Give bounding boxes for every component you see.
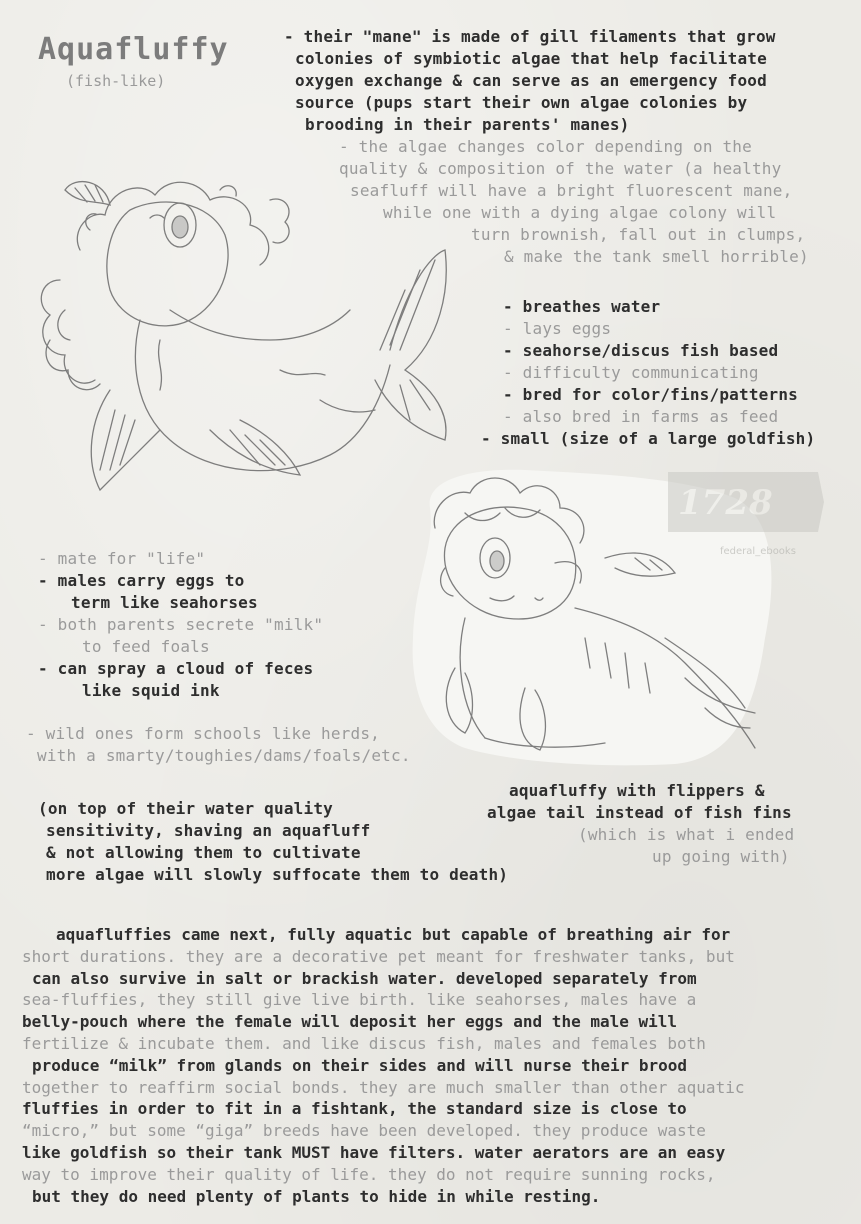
description-line: belly-pouch where the female will deposit her eggs and the male will — [22, 1012, 678, 1032]
mane-note-line: - the algae changes color depending on the — [339, 137, 752, 156]
mane-note-line: - their "mane" is made of gill filaments that grow — [284, 27, 776, 46]
description-line: sea-fluffies, they still give live birth. like seahorses, males have a — [22, 990, 697, 1010]
shaving-note-line: & not allowing them to cultivate — [46, 843, 361, 862]
description-line: short durations. they are a decorative pet meant for freshwater tanks, but — [22, 946, 735, 966]
shaving-note-line: more algae will slowly suffocate them to death) — [46, 865, 509, 884]
trait-item: - bred for color/fins/patterns — [503, 385, 798, 404]
mating-note-line: - both parents secrete "milk" — [38, 615, 324, 634]
mating-note-line: term like seahorses — [71, 593, 258, 612]
description-line: like goldfish so their tank MUST have filters. water aerators are an easy — [22, 1142, 726, 1162]
trait-item: - small (size of a large goldfish) — [481, 429, 816, 448]
trait-item: - difficulty communicating — [503, 363, 759, 382]
trait-item: - also bred in farms as feed — [503, 407, 779, 426]
alt-design-note-line: algae tail instead of fish fins — [487, 803, 792, 822]
shaving-note-line: (on top of their water quality — [38, 799, 333, 818]
alt-design-note-line: aquafluffy with flippers & — [509, 781, 765, 800]
description-line: way to improve their quality of life. they do not require sunning rocks, — [22, 1164, 716, 1184]
schools-note-line: - wild ones form schools like herds, — [26, 724, 380, 743]
description-line: fluffies in order to fit in a fishtank, the standard size is close to — [22, 1099, 687, 1119]
mating-note-line: - males carry eggs to — [38, 571, 245, 590]
description-line: “micro,” but some “giga” breeds have been developed. they produce waste — [22, 1121, 706, 1141]
description-line: produce “milk” from glands on their sides and will nurse their brood — [32, 1055, 688, 1075]
mating-note-line: - can spray a cloud of feces — [38, 659, 314, 678]
mane-note-line: turn brownish, fall out in clumps, — [471, 225, 806, 244]
description-paragraph — [22, 924, 852, 1207]
mane-note-line: oxygen exchange & can serve as an emergency food — [295, 71, 767, 90]
trait-item: - lays eggs — [503, 319, 612, 338]
artist-stamp — [660, 462, 830, 572]
description-line: together to reaffirm social bonds. they are much smaller than other aquatic — [22, 1077, 745, 1097]
mane-note-line: quality & composition of the water (a healthy — [339, 159, 782, 178]
alt-design-note-line: (which is what i ended — [578, 825, 795, 844]
description-line: aquafluffies came next, fully aquatic but capable of breathing air for — [56, 925, 731, 944]
stamp-number: 1728 — [678, 483, 773, 523]
mane-note-line: while one with a dying algae colony will — [383, 203, 777, 222]
stamp-signature: federal_ebooks — [720, 546, 796, 557]
mane-note-line: colonies of symbiotic algae that help facilitate — [295, 49, 767, 68]
page-subtitle: (fish-like) — [66, 72, 166, 90]
trait-item: - seahorse/discus fish based — [503, 341, 779, 360]
shaving-note-line: sensitivity, shaving an aquafluff — [46, 821, 371, 840]
mating-note-line: like squid ink — [82, 681, 220, 700]
page-title: Aquafluffy — [38, 32, 229, 67]
schools-note-line: with a smarty/toughies/dams/foals/etc. — [37, 746, 411, 765]
trait-item: - breathes water — [503, 297, 661, 316]
description-line: but they do need plenty of plants to hide in while resting. — [32, 1186, 601, 1206]
mane-note-line: & make the tank smell horrible) — [504, 247, 809, 266]
mating-note-line: - mate for "life" — [38, 549, 206, 568]
alt-design-note-line: up going with) — [652, 847, 790, 866]
mane-note-line: source (pups start their own algae colonies by — [295, 93, 748, 112]
description-line: can also survive in salt or brackish water. developed separately from — [32, 968, 697, 988]
mane-note-line: seafluff will have a bright fluorescent mane, — [350, 181, 793, 200]
mating-note-line: to feed foals — [82, 637, 210, 656]
mane-note-line: brooding in their parents' manes) — [305, 115, 630, 134]
description-line: fertilize & incubate them. and like discus fish, males and females both — [22, 1033, 706, 1053]
